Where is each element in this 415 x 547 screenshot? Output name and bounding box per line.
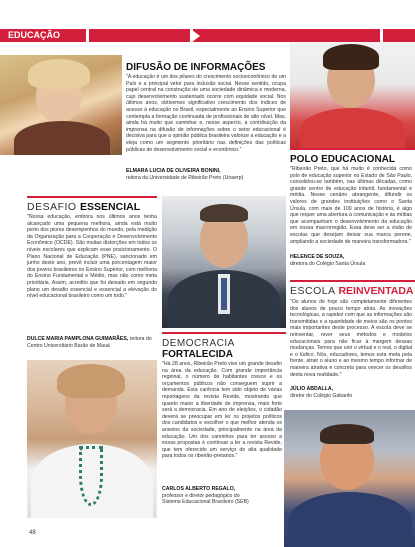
page-number: 48: [29, 530, 36, 536]
accent-rule: [27, 196, 157, 198]
article-body-abdalla: "Os alunos de hoje são completamente diferentes dos alunos de pouco tempo atrás. As inovações tecnológicas, a rapidez com que as informações são transmitidas e a quantidade de meios são os pontos mais importantes deste processo. A escola deve se reinventar, rever seus métodos e modelos educacionais para não ficar à margem dessas mudanças. Temos que unir o virtual e o real, o digital e o lúdico. Nós, educadores, temos esta meta pela frente, atrair o aluno e ao mesmo tempo informar de maneira atrativa e concreta para vencer os desafios desta nova realidade.": [290, 299, 412, 378]
article-body-bonini: "A educação é um dos pilares do crescimento socioeconômico de um País e a principal vetor para inclusão social. Nesse sentido, ocupa papel central na construção de uma sociedade dinâmica e moderna, cujo desenvolvimento sustentado ocorre com equidade social. Nos últimos anos, obtivemos significativo crescimento dos índices de acesso à educação no Brasil, especialmente ao Ensino Superior que contempla a formação continuada de profissionais de alto nível. Mas, ainda há muito que caminhar e, nesse aspecto, a contribuição da imprensa na difusão de informações sobre o setor educacional é decisiva para que a opinião pública brasileira valorize a educação e a eleja como um segmento prioritário nas definições das políticas públicas de desenvolvimento social e econômico.": [126, 74, 286, 153]
header-arrow-icon: [192, 30, 200, 42]
article-title-democracia: DEMOCRACIA FORTALECIDA: [162, 338, 235, 360]
photo-helence-souza: [290, 42, 415, 148]
article-title-escola: ESCOLA REINVENTADA: [290, 285, 414, 297]
section-label: EDUCAÇÃO: [0, 29, 86, 42]
article-title-desafio: DESAFIO ESSENCIAL: [27, 201, 141, 213]
article-body-helence: "Ribeirão Preto, que há muito é conhecida como polo de educação superior no Estado de São Paulo, consolidou-se também, nas últimas décadas, como grande centro de educação infantil, fundamental e média. Nesse cenário abrangente, difundir os valores de grandes instituições como o Santa Úrsula, com mais de 100 anos de história, é algo que requer uma abertura à comunicação e às mídias que acompanham o desenvolvimento da educação em nossa macrorregião. Essa deve ser a visão de escolas que desejam deixar sua marca perene, ampliando a sociedade de maneira transformadora.": [290, 166, 412, 245]
article-body-regalo: "Há 28 anos, Ribeirão Preto vive um grande desafio na área da educação. Com grande importância regional, o número de habitantes cresce e os orçamentos públicos não conseguem suprir a demanda. Esta carência tem sido objeto de várias reportagens da revista Revide, mostrando que quanto maior a liberdade de imprensa, mais forte será a democracia. Em ano de eleições, o cidadão deverá se preocupar em ler os projetos políticos dos candidatos e escolher o que melhor atenda os anseios da sociedade, principalmente na área da educação. Um dos caminhos para ter acesso a essas propostas é continuar a ler a revista Revide, que tem oferecido um serviço de alta qualidade para todos os ribeirão-pretanos.": [162, 361, 282, 460]
header-divider: [86, 29, 89, 42]
signature-guimaraes: DULCE MARIA PAMPLONA GUIMARÃES, reitora do Centro Universitário Barão de Mauá: [27, 336, 152, 349]
photo-dulce-guimaraes: [27, 360, 157, 518]
signature-helence: HELENCE DE SOUZA, diretora do Colégio Santa Úrsula: [290, 254, 366, 267]
signature-abdalla: JÚLIO ABDALLA, diretor do Colégio Gabarito: [290, 386, 353, 399]
article-title-difusao: DIFUSÃO DE INFORMAÇÕES: [126, 62, 266, 73]
accent-rule: [290, 280, 415, 282]
accent-rule: [290, 148, 415, 150]
photo-carlos-regalo: [162, 196, 286, 328]
header-divider: [380, 29, 383, 42]
photo-julio-abdalla: [284, 410, 415, 547]
article-title-polo: POLO EDUCACIONAL: [290, 154, 395, 165]
accent-rule: [162, 332, 286, 334]
signature-regalo: CARLOS ALBERTO REGALO, professor e diretor pedagógico do Sistema Educacional Brasileiro (SEB): [162, 486, 249, 506]
article-body-guimaraes: "Nossa educação, embora nos últimos anos tenha alcançado uma pequena melhora, ainda está muito perto dos piores desempenhos do mundo, pela medição da Organização para a Cooperação e Desenvolvimento Econômico (OCDE). São muitas distorções em todos os níveis escolares que explicam esse posicionamento. O Plano Nacional de Educação (PNE), sancionado em junho deste ano, prevê incluir uma porcentagem maior dos jovens brasileiros no Ensino Superior, com melhoria do Ensino Fundamental e Médio, mas não como meta prioritária. Assim, acredito que foi deixado em segundo plano um desafio essencial e essencial a elevação do nível educacional brasileiro como um todo.": [27, 214, 157, 300]
photo-elmara-bonini: [0, 55, 122, 155]
signature-bonini: ELMARA LUCIA DE OLIVEIRA BONINI, reitora da Universidade de Ribeirão Preto (Unaerp): [126, 168, 244, 181]
